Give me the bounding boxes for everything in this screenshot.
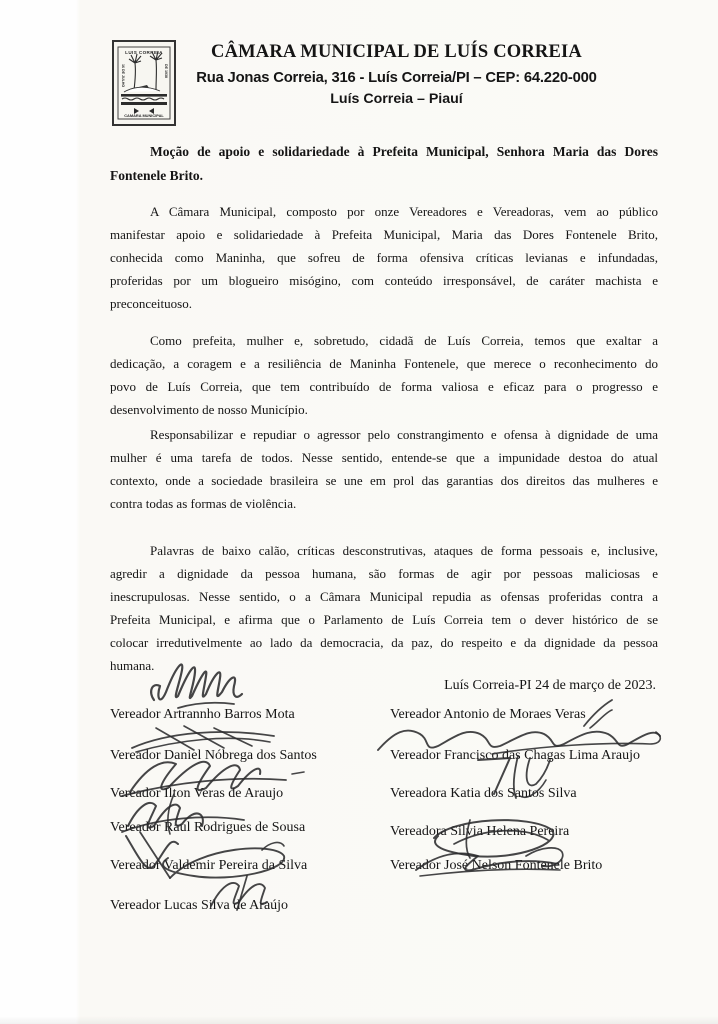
signer-name: Vereadora Silvia Helena Pereira xyxy=(390,824,570,839)
signer-name: Vereador Francisco das Chagas Lima Araujo xyxy=(390,748,640,763)
crest-right-text: DE 1938 xyxy=(164,64,168,78)
text-line: Como prefeita, mulher e, sobretudo, cidadã de Luís Correia, temos que exaltar a xyxy=(150,333,658,348)
text-line: contra todas as formas de violência. xyxy=(110,496,297,511)
signer-name: Vereador Ilton Veras de Araujo xyxy=(110,786,284,801)
signature-jose-nelson-fontenele-brito xyxy=(410,842,570,882)
paragraph-3 xyxy=(110,423,658,515)
text-line: contexto, onde a sociedade brasileira se une em prol das garantias dos direitos das mulheres e xyxy=(110,473,658,488)
text-line: humana. xyxy=(110,658,155,673)
signature-section xyxy=(0,650,718,1024)
signer-name: Vereador Antonio de Moraes Veras xyxy=(390,707,586,722)
text-line: Prefeita Municipal, e afirma que o Parlamento de Luís Correia tem o dever histórico de se xyxy=(110,612,658,627)
signature-katia-dos-santos-silva xyxy=(468,752,568,802)
signer-name: Vereador Daniel Nóbrega dos Santos xyxy=(110,748,317,763)
text-line: A Câmara Municipal, composto por onze Vereadores e Vereadoras, vem ao público xyxy=(150,204,658,219)
signer-name: Vereador Artrannho Barros Mota xyxy=(110,707,295,722)
signature-lucas-silva-de-araujo xyxy=(203,874,283,912)
text-line: Responsabilizar e repudiar o agressor pelo constrangimento e ofensa à dignidade de uma xyxy=(150,427,658,442)
paragraph-2 xyxy=(110,329,658,421)
text-line: preconceituoso. xyxy=(110,296,192,311)
text-line: colocar irredutivelmente ao lado da democracia, da paz, do respeito e da dignidade da pessoa xyxy=(110,635,658,650)
text-line: agredir a dignidade da pessoa humana, são formas de agir por pessoas maliciosas e xyxy=(110,566,658,581)
text-line: manifestar apoio e solidariedade à Prefeita Municipal, Maria das Dores Fontenele Brito, xyxy=(110,227,658,242)
text-line: inescrupulosas. Nesse sentido, o a Câmara Municipal repudia as ofensas proferidas contra a xyxy=(110,589,658,604)
letterhead-text xyxy=(176,40,663,126)
text-line: Palavras de baixo calão, críticas desconstrutivas, ataques de forma pessoais e, inclusive, xyxy=(150,543,658,558)
signer-name: Vereador Valdemir Pereira da Silva xyxy=(110,858,308,873)
document-body xyxy=(110,140,658,677)
signer-name: Vereador Lucas Silva de Araújo xyxy=(110,898,289,913)
title-line: Moção de apoio e solidariedade à Prefeita Municipal, Senhora Maria das Dores xyxy=(150,144,658,159)
text-line: desenvolvimento de nosso Município. xyxy=(110,402,308,417)
municipal-crest-icon xyxy=(112,40,176,126)
signature-daniel-nobrega-dos-santos xyxy=(128,724,278,754)
crest-bottom-text: CAMARA MUNICIPAL xyxy=(124,113,164,118)
org-city: Luís Correia – Piauí xyxy=(330,91,463,107)
text-line: dedicação, a coragem e a resiliência de Maninha Fontenele, que merece o reconhecimento do xyxy=(110,356,658,371)
paragraph-1 xyxy=(110,200,658,315)
org-address: Rua Jonas Correia, 316 - Luís Correia/PI – CEP: 64.220-000 xyxy=(196,70,597,86)
crest-top-text: LUIS CORREIA xyxy=(125,50,163,55)
crest-left-text: 16 DE JULHO xyxy=(121,64,125,88)
document-title xyxy=(110,140,658,188)
text-line: povo de Luís Correia, que tem contribuído de forma valiosa e eficaz para o progresso e xyxy=(110,379,658,394)
org-name: CÂMARA MUNICIPAL DE LUÍS CORREIA xyxy=(211,42,582,62)
text-line: mulher é uma tarefa de todos. Nesse sentido, entende-se que a impunidade destoa do atual xyxy=(110,450,658,465)
text-line: proferidas por um blogueiro misógino, com conteúdo irresponsável, de caráter machista e xyxy=(110,273,658,288)
date-line: Luís Correia-PI 24 de março de 2023. xyxy=(444,678,656,693)
text-line: conhecida como Maninha, que sofreu de forma ofensiva críticas levianas e infundadas, xyxy=(110,250,658,265)
signer-name: Vereador José Nelson Fontenele Brito xyxy=(390,858,603,873)
signer-name: Vereadora Katia dos Santos Silva xyxy=(390,786,577,801)
letterhead xyxy=(112,40,663,126)
title-line: Fontenele Brito. xyxy=(110,168,203,183)
signature-artrannho-barros-mota xyxy=(148,656,258,712)
signer-name: Vereador Raul Rodrigues de Sousa xyxy=(110,820,306,835)
